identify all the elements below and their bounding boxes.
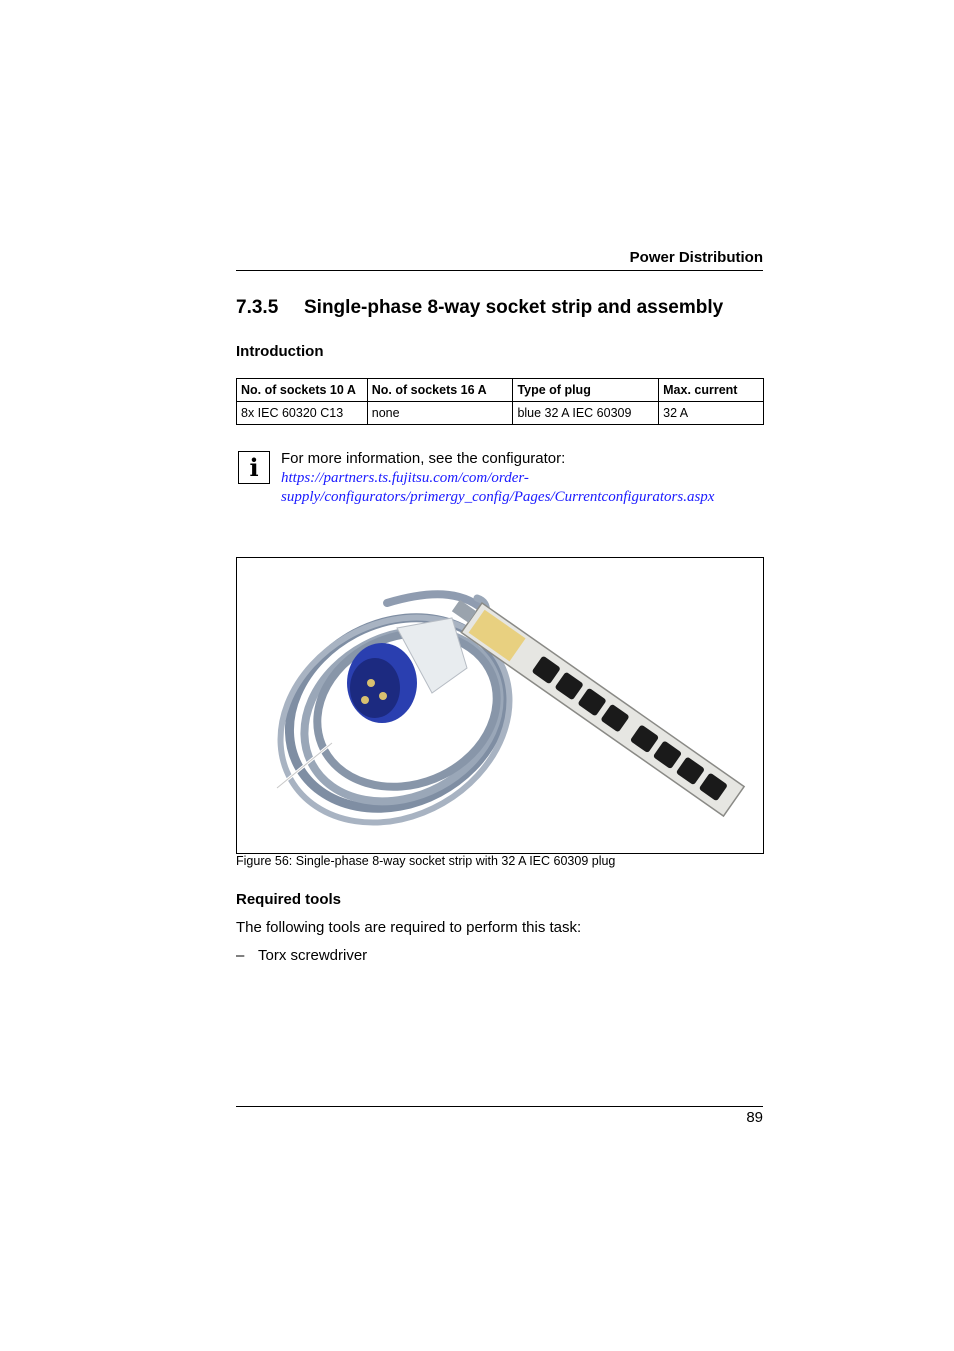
spec-table (236, 378, 764, 425)
required-tools-heading: Required tools (236, 891, 342, 908)
page-number: 89 (746, 1109, 763, 1126)
table-header-row (237, 379, 764, 402)
table-cell: none (367, 402, 513, 425)
section-heading (236, 297, 723, 319)
link-line-1: https://partners.ts.fujitsu.com/com/order- (281, 470, 529, 486)
header-rule (236, 270, 763, 271)
table-header-cell: No. of sockets 16 A (367, 379, 513, 402)
table-cell: blue 32 A IEC 60309 (513, 402, 659, 425)
info-text: For more information, see the configurator: (281, 450, 566, 467)
info-icon: i (238, 451, 270, 484)
table-cell: 32 A (659, 402, 764, 425)
figure-frame (236, 557, 764, 854)
tools-intro: The following tools are required to perform this task: (236, 919, 582, 936)
section-number: 7.3.5 (236, 297, 279, 318)
table-row (237, 402, 764, 425)
footer-rule (236, 1106, 763, 1107)
table-header-cell: Type of plug (513, 379, 659, 402)
table-cell: 8x IEC 60320 C13 (237, 402, 368, 425)
link-line-2: supply/configurators/primergy_config/Pages/Currentconfigurators.aspx (281, 489, 715, 505)
figure-caption: Figure 56: Single-phase 8-way socket strip with 32 A IEC 60309 plug (236, 854, 616, 868)
section-title: Single-phase 8-way socket strip and assembly (304, 297, 724, 318)
table-header-cell: Max. current (659, 379, 764, 402)
configurator-link[interactable] (281, 469, 751, 507)
socket-strip-photo (237, 558, 763, 853)
list-bullet: – (236, 947, 245, 964)
list-item: Torx screwdriver (258, 947, 368, 964)
running-header: Power Distribution (629, 249, 763, 266)
table-header-cell: No. of sockets 10 A (237, 379, 368, 402)
intro-heading: Introduction (236, 343, 324, 360)
